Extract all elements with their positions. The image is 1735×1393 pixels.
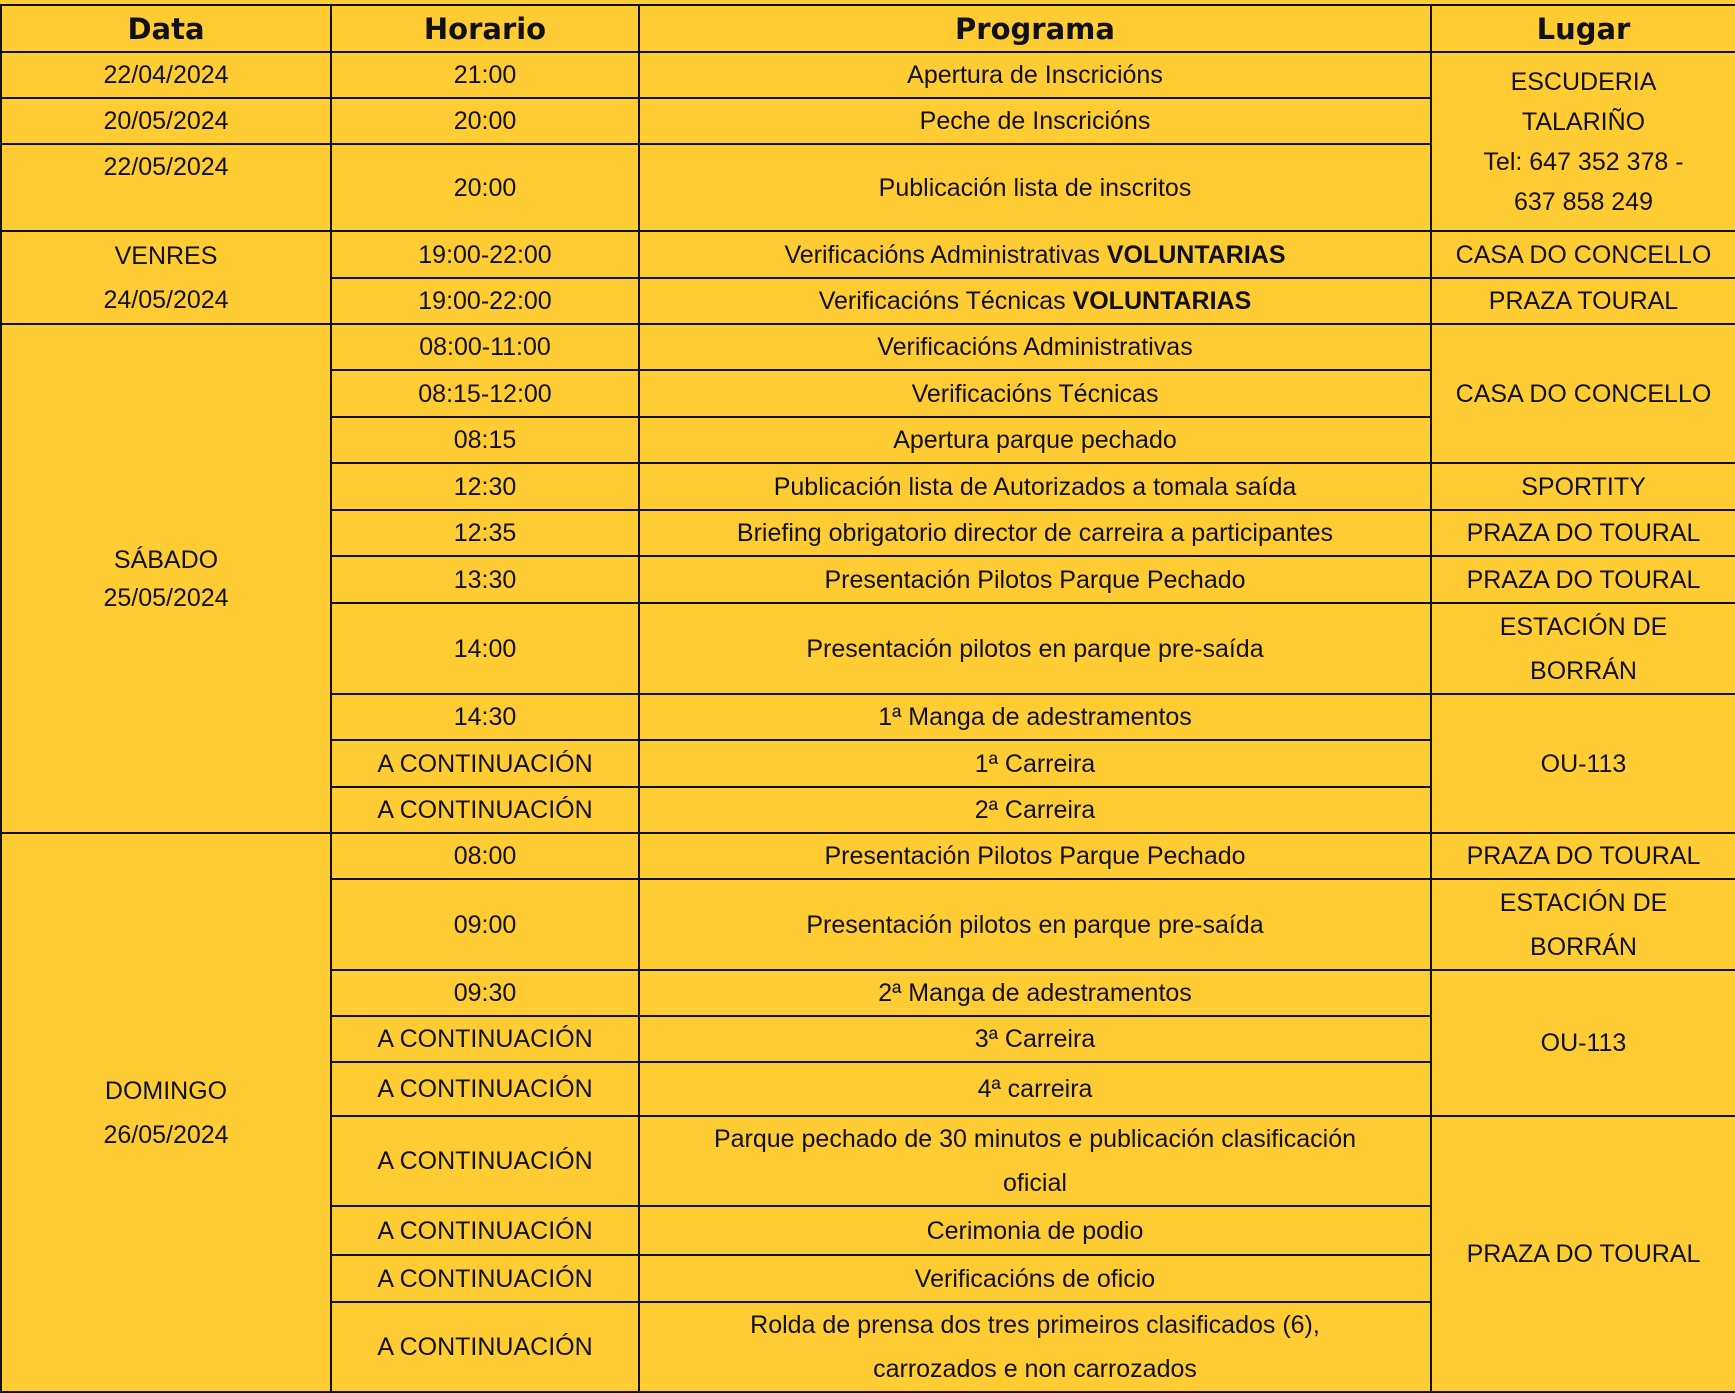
cell-horario: 09:30 [331,970,639,1016]
cell-lugar [1431,879,1735,970]
cell-horario: A CONTINUACIÓN [331,1302,639,1392]
cell-programa: Apertura parque pechado [639,417,1431,463]
lugar-line: Tel: 647 352 378 - [1483,147,1684,176]
cell-data: 20/05/2024 [1,98,331,144]
cell-lugar: OU-113 [1431,694,1735,833]
lugar-line: TALARIÑO [1521,107,1646,136]
cell-data: 22/04/2024 [1,52,331,98]
table-row [1,52,1735,98]
programa-bold: VOLUNTARIAS [1072,287,1252,315]
cell-horario: 08:15 [331,417,639,463]
cell-lugar [1431,603,1735,694]
day-date: 24/05/2024 [103,285,229,314]
lugar-line: BORRÁN [1530,656,1637,685]
programa-line: Rolda de prensa dos tres primeiros clasificados (6), [750,1311,1320,1339]
cell-lugar: PRAZA DO TOURAL [1431,1116,1735,1392]
programa-text: Verificacións Administrativas [784,240,1100,269]
cell-data: 22/05/2024 [1,144,331,231]
cell-programa: Publicación lista de Autorizados a tomala saída [639,463,1431,510]
cell-programa: Apertura de Inscricións [639,52,1431,98]
cell-horario: 08:15-12:00 [331,370,639,417]
programa-line: carrozados e non carrozados [873,1355,1197,1383]
day-date: 26/05/2024 [103,1120,229,1149]
lugar-line: 637 858 249 [1513,187,1654,216]
cell-lugar: SPORTITY [1431,463,1735,510]
cell-programa: 3ª Carreira [639,1016,1431,1062]
cell-data-domingo [1,833,331,1392]
cell-lugar: OU-113 [1431,970,1735,1116]
cell-programa: Cerimonia de podio [639,1206,1431,1255]
cell-lugar: PRAZA TOURAL [1431,278,1735,324]
table-row [1,833,1735,879]
table-row [1,324,1735,370]
cell-horario: 08:00 [331,833,639,879]
cell-programa: Verificacións Técnicas [639,370,1431,417]
schedule-table [0,4,1735,1393]
cell-programa: 4ª carreira [639,1062,1431,1116]
header-row [1,5,1735,52]
cell-lugar: PRAZA DO TOURAL [1431,833,1735,879]
day-name: SÁBADO [113,545,219,574]
cell-lugar: CASA DO CONCELLO [1431,231,1735,278]
cell-horario: 13:30 [331,556,639,603]
cell-programa: Presentación Pilotos Parque Pechado [639,556,1431,603]
cell-data-sabado [1,324,331,833]
programa-text: Verificacións Técnicas [818,287,1066,315]
cell-horario: 12:30 [331,463,639,510]
cell-programa: 1ª Carreira [639,740,1431,787]
cell-programa [639,1116,1431,1206]
cell-horario: 08:00-11:00 [331,324,639,370]
cell-programa: Briefing obrigatorio director de carreira a participantes [639,510,1431,556]
cell-horario: 09:00 [331,879,639,970]
programa-line: Parque pechado de 30 minutos e publicación clasificación [713,1125,1357,1153]
cell-horario: A CONTINUACIÓN [331,740,639,787]
cell-horario: A CONTINUACIÓN [331,1255,639,1302]
header-lugar: Lugar [1431,5,1735,52]
cell-data-venres [1,231,331,324]
cell-horario: 20:00 [331,98,639,144]
cell-lugar: PRAZA DO TOURAL [1431,556,1735,603]
cell-horario: 20:00 [331,144,639,231]
cell-horario: 19:00-22:00 [331,278,639,324]
lugar-line: ESTACIÓN DE [1499,888,1668,917]
cell-programa [639,1302,1431,1392]
header-horario: Horario [331,5,639,52]
cell-programa: Peche de Inscricións [639,98,1431,144]
cell-programa: 2ª Carreira [639,787,1431,833]
table-row [1,231,1735,278]
cell-lugar: CASA DO CONCELLO [1431,324,1735,463]
cell-programa: Verificacións Administrativas [639,324,1431,370]
cell-programa: 1ª Manga de adestramentos [639,694,1431,740]
cell-horario: A CONTINUACIÓN [331,787,639,833]
cell-programa [639,278,1431,324]
cell-programa: Presentación pilotos en parque pre-saída [639,879,1431,970]
programa-line: oficial [1003,1169,1067,1197]
day-name: VENRES [114,241,218,270]
cell-programa: Presentación pilotos en parque pre-saída [639,603,1431,694]
cell-programa: Publicación lista de inscritos [639,144,1431,231]
cell-horario: 12:35 [331,510,639,556]
cell-programa: Verificacións de oficio [639,1255,1431,1302]
day-name: DOMINGO [104,1076,228,1105]
cell-programa: Presentación Pilotos Parque Pechado [639,833,1431,879]
cell-programa: 2ª Manga de adestramentos [639,970,1431,1016]
cell-horario: A CONTINUACIÓN [331,1016,639,1062]
cell-lugar: PRAZA DO TOURAL [1431,510,1735,556]
cell-horario: 14:00 [331,603,639,694]
lugar-line: ESTACIÓN DE [1499,612,1668,641]
cell-horario: A CONTINUACIÓN [331,1206,639,1255]
header-programa: Programa [639,5,1431,52]
cell-horario: A CONTINUACIÓN [331,1116,639,1206]
lugar-line: BORRÁN [1530,932,1637,961]
lugar-line: ESCUDERIA [1510,67,1657,96]
cell-programa [639,231,1431,278]
programa-bold: VOLUNTARIAS [1106,240,1286,269]
header-data: Data [1,5,331,52]
cell-horario: 21:00 [331,52,639,98]
day-date: 25/05/2024 [103,583,229,612]
cell-lugar-escuderia [1431,52,1735,231]
cell-horario: 14:30 [331,694,639,740]
cell-horario: 19:00-22:00 [331,231,639,278]
cell-horario: A CONTINUACIÓN [331,1062,639,1116]
